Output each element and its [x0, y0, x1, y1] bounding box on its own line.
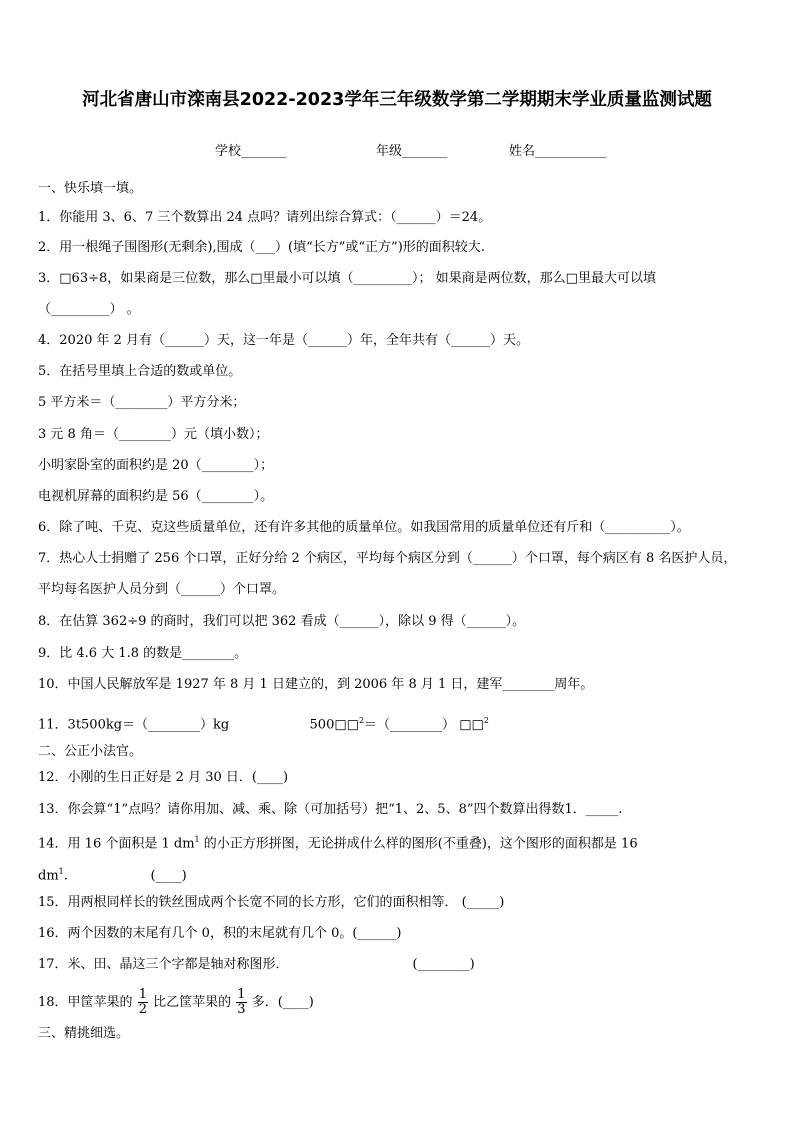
question-5-item-b: 3 元 8 角＝（________）元（填小数）； [38, 427, 269, 442]
superscript: 1 [58, 867, 64, 876]
question-8: 8．在估算 362÷9 的商时，我们可以把 362 看成（______），除以 9 得（______）。 [38, 614, 526, 629]
question-11-part-b: 500 [309, 717, 335, 733]
superscript: 2 [358, 716, 365, 725]
question-4: 4．2020 年 2 月有（______）天，这一年是（______）年，全年共有（______）天。 [38, 333, 530, 348]
question-6: 6．除了吨、千克、克这些质量单位，还有许多其他的质量单位。如我国常用的质量单位还有斤和（__________）。 [38, 520, 690, 535]
question-12: 12．小刚的生日正好是 2 月 30 日．(____) [38, 770, 289, 785]
question-17: 17．米、田、晶这三个字都是轴对称图形． (________) [38, 957, 475, 972]
question-5: 5．在括号里填上合适的数或单位。 [38, 364, 242, 379]
page-title: 河北省唐山市滦南县2022-2023学年三年级数学第二学期期末学业质量监测试题 [82, 90, 712, 110]
fraction-numerator: 1 [138, 987, 147, 1002]
question-14-line-1 [38, 832, 638, 852]
superscript: 1 [194, 835, 200, 844]
question-18 [38, 983, 314, 1023]
question-5-item-c: 小明家卧室的面积约是 20（________）； [38, 458, 274, 473]
section-heading-2: 二、公正小法官。 [38, 744, 143, 759]
question-14-text-b: 的小正方形拼图，无论拼成什么样的图形(不重叠)，这个图形的面积都是 16 [199, 836, 638, 852]
fraction-numerator: 1 [237, 987, 246, 1002]
question-14-text-c: dm [38, 868, 59, 884]
question-15: 15．用两根同样长的铁丝围成两个长宽不同的长方形，它们的面积相等． (_____) [38, 895, 505, 910]
question-18-text-b: 比乙筐苹果的 [153, 995, 232, 1010]
question-3-line-2: （_________） 。 [38, 302, 140, 317]
question-9: 9．比 4.6 大 1.8 的数是________。 [38, 646, 248, 661]
question-14-text-d: . (____) [63, 868, 187, 884]
question-11 [38, 713, 489, 733]
school-field: 学校_______ [215, 144, 287, 159]
question-11-part-c: ＝（________） [364, 717, 456, 733]
question-18-text-a: 18．甲筐苹果的 [38, 995, 133, 1010]
question-5-item-a: 5 平方米＝（________）平方分米； [38, 395, 246, 410]
fraction-one-third [236, 988, 246, 1017]
question-10: 10．中国人民解放军是 1927 年 8 月 1 日建立的，到 2006 年 8 月 1 日，建军________周年。 [38, 677, 594, 692]
question-1: 1．你能用 3、6、7 三个数算出 24 点吗？请列出综合算式：（______）＝24。 [38, 210, 492, 225]
question-18-text-c: 多．(____) [251, 995, 314, 1010]
fraction-denominator: 3 [237, 1002, 246, 1017]
question-11-part-a: 11．3t500kg＝（________）kg [38, 717, 230, 733]
unit-placeholder: □□ [334, 717, 359, 733]
superscript: 2 [483, 716, 489, 725]
section-heading-3: 三、精挑细选。 [38, 1026, 130, 1041]
grade-field: 年级_______ [376, 144, 448, 159]
name-field: 姓名___________ [509, 144, 607, 159]
question-14-line-2 [38, 864, 187, 884]
unit-placeholder: □□ [459, 717, 484, 733]
question-14-text-a: 14．用 16 个面积是 1 dm [38, 836, 195, 852]
question-5-item-d: 电视机屏幕的面积约是 56（________）。 [38, 489, 274, 504]
fraction-denominator: 2 [138, 1002, 147, 1017]
question-2: 2．用一根绳子围图形(无剩余),围成（___）(填“长方”或“正方”)形的面积较大. [38, 240, 485, 255]
question-7-line-1: 7．热心人士捐赠了 256 个口罩，正好分给 2 个病区，平均每个病区分到（______）个口罩，每个病区有 8 名医护人员， [38, 551, 737, 566]
question-7-line-2: 平均每名医护人员分到（______）个口罩。 [38, 582, 286, 597]
question-16: 16．两个因数的末尾有几个 0，积的末尾就有几个 0。(______) [38, 926, 402, 941]
question-13: 13．你会算“1”点吗？请你用加、减、乘、除（可加括号）把“1、2、5、8”四个数算出得数1．_____. [38, 802, 623, 817]
fraction-one-half [138, 988, 148, 1017]
section-heading-1: 一、快乐填一填。 [38, 181, 143, 196]
question-3-line-1: 3．□63÷8，如果商是三位数，那么□里最小可以填（_________）； 如果商是两位数，那么□里最大可以填 [38, 271, 656, 286]
